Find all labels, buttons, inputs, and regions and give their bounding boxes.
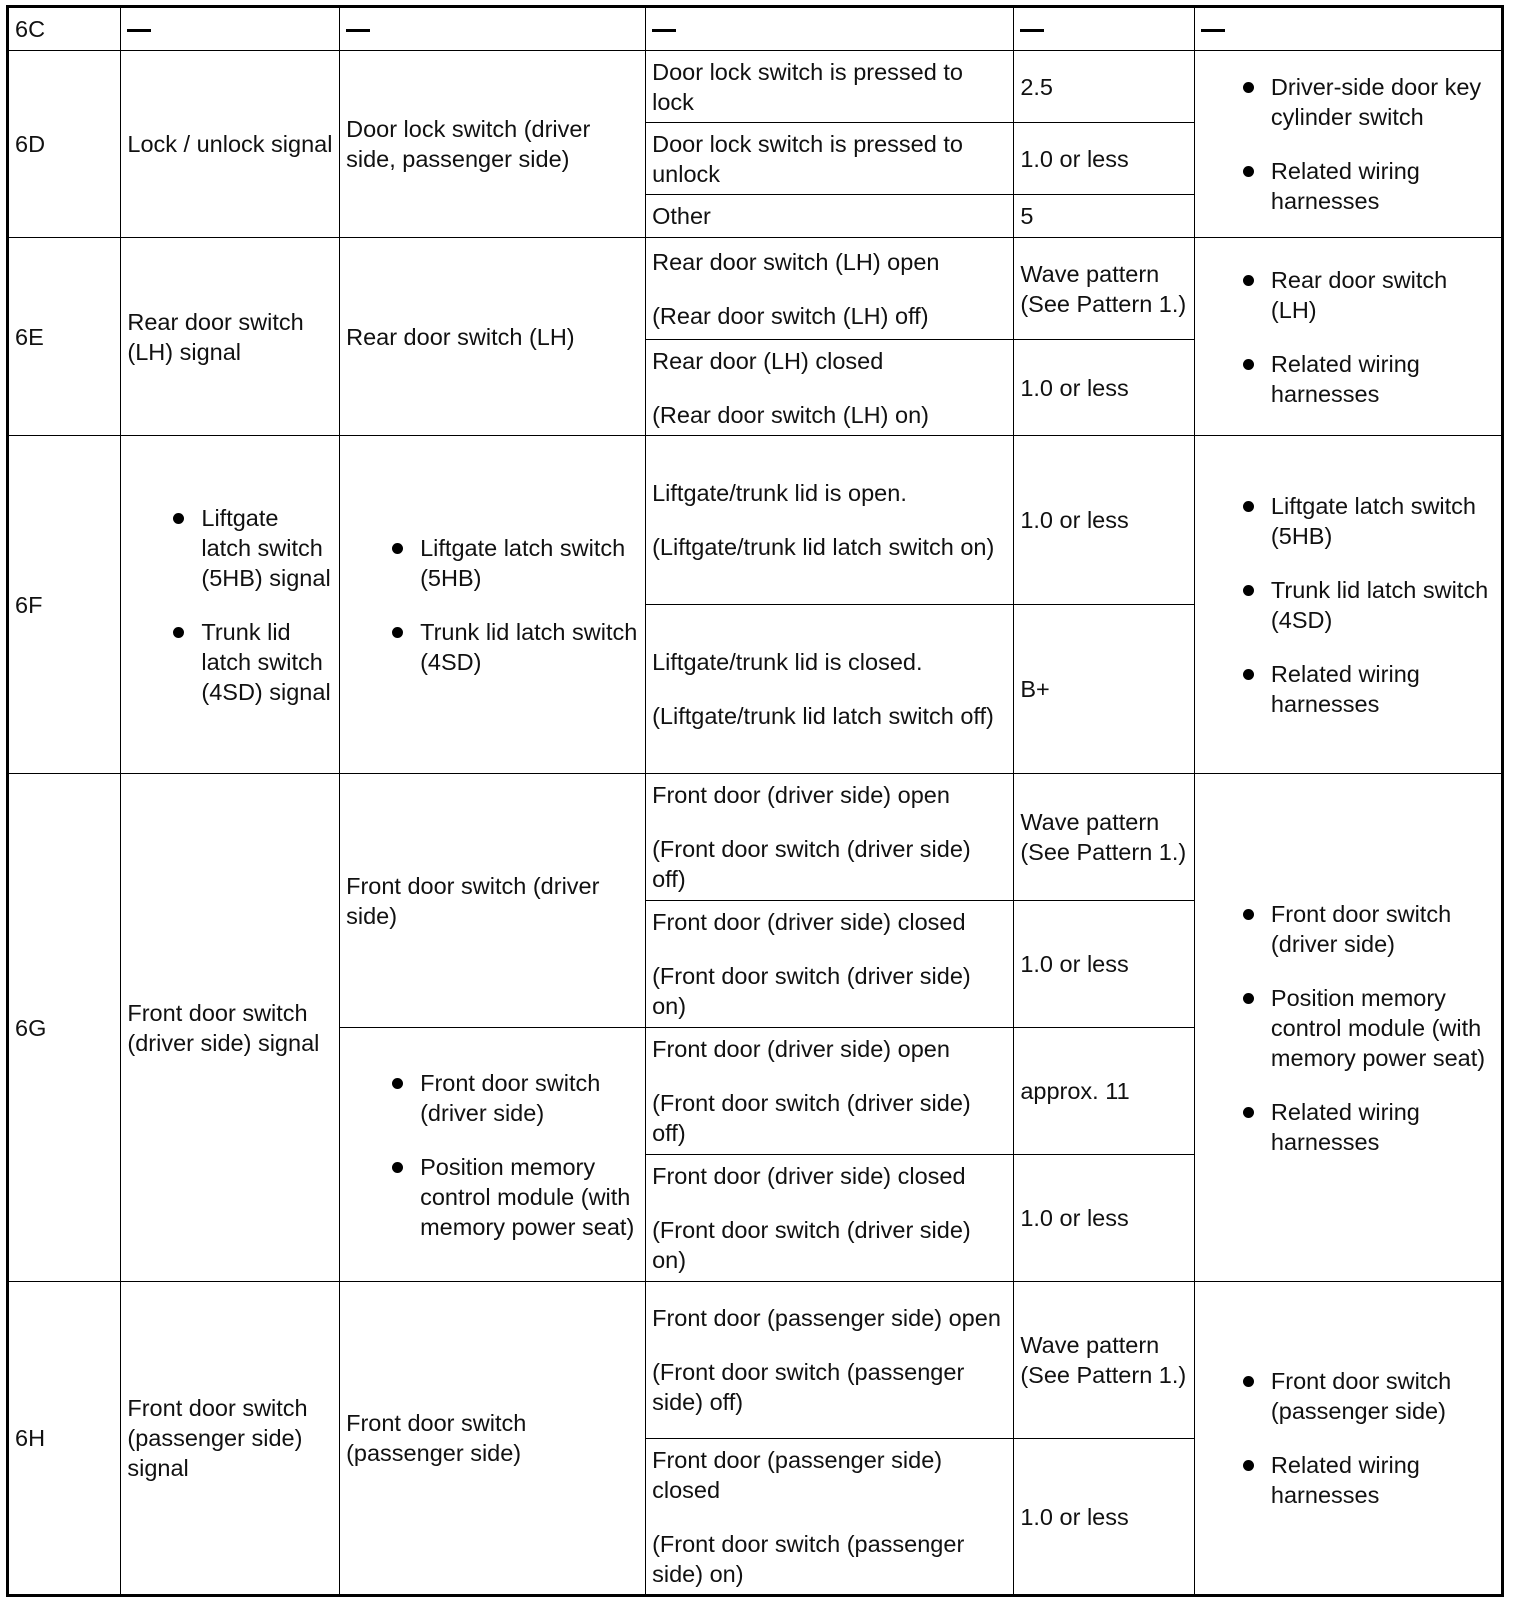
signal-cell: Front door switch (passenger side) signal: [121, 1282, 340, 1596]
signal-cell: [121, 436, 340, 774]
signal-list: [167, 503, 333, 707]
terminal-cell: 6H: [8, 1282, 121, 1596]
cause-list: [1237, 1366, 1495, 1510]
condition-cell: [646, 436, 1014, 605]
terminal-cell: 6F: [8, 436, 121, 774]
terminal-inspection-table: [6, 5, 1504, 1597]
terminal-cell: 6G: [8, 774, 121, 1282]
value-cell: 1.0 or less: [1014, 436, 1195, 605]
condition-text: Front door (driver side) open: [652, 782, 950, 808]
condition-text: Liftgate/trunk lid is open.: [652, 480, 907, 506]
empty-dash-cell: [1014, 7, 1195, 51]
condition-cell: Door lock switch is pressed to unlock: [646, 123, 1014, 195]
condition-note: (Liftgate/trunk lid latch switch off): [652, 703, 994, 729]
list-item: Rear door switch (LH): [1237, 265, 1495, 325]
condition-cell: [646, 1439, 1014, 1596]
list-item: Front door switch (driver side): [386, 1068, 639, 1128]
condition-cell: [646, 1155, 1014, 1282]
dash-icon: [1201, 29, 1225, 32]
condition-cell: [646, 340, 1014, 436]
possible-cause-cell: [1194, 238, 1502, 436]
row-6g: [8, 774, 1503, 901]
value-cell: Wave pattern (See Pattern 1.): [1014, 1282, 1195, 1439]
list-item: Trunk lid latch switch (4SD): [386, 617, 639, 677]
empty-dash-cell: [646, 7, 1014, 51]
condition-cell: [646, 1282, 1014, 1439]
cause-list: [1237, 265, 1495, 409]
condition-note: (Liftgate/trunk lid latch switch on): [652, 534, 995, 560]
value-cell: 1.0 or less: [1014, 123, 1195, 195]
dash-icon: [1020, 29, 1044, 32]
value-cell: 1.0 or less: [1014, 340, 1195, 436]
list-item: Trunk lid latch switch (4SD) signal: [167, 617, 333, 707]
value-cell: 2.5: [1014, 51, 1195, 123]
list-item: Related wiring harnesses: [1237, 1450, 1495, 1510]
list-item: Driver-side door key cylinder switch: [1237, 72, 1495, 132]
terminal-cell: 6E: [8, 238, 121, 436]
condition-cell: Door lock switch is pressed to lock: [646, 51, 1014, 123]
empty-dash-cell: [340, 7, 646, 51]
condition-note: (Front door switch (driver side) on): [652, 1217, 971, 1273]
component-cell: Rear door switch (LH): [340, 238, 646, 436]
condition-text: Liftgate/trunk lid is closed.: [652, 649, 923, 675]
row-6h: [8, 1282, 1503, 1439]
condition-note: (Front door switch (driver side) off): [652, 1090, 971, 1146]
possible-cause-cell: [1194, 774, 1502, 1282]
value-cell: 1.0 or less: [1014, 1439, 1195, 1596]
list-item: Front door switch (passenger side): [1237, 1366, 1495, 1426]
component-list: [386, 1068, 639, 1242]
row-6c: [8, 7, 1503, 51]
condition-text: Front door (passenger side) open: [652, 1305, 1001, 1331]
possible-cause-cell: [1194, 51, 1502, 238]
condition-text: Front door (driver side) closed: [652, 1163, 966, 1189]
value-cell: 5: [1014, 195, 1195, 238]
list-item: Position memory control module (with memory power seat): [1237, 983, 1495, 1073]
condition-text: Front door (driver side) closed: [652, 909, 966, 935]
component-cell: Front door switch (driver side): [340, 774, 646, 1028]
value-cell: 1.0 or less: [1014, 901, 1195, 1028]
condition-note: (Front door switch (driver side) on): [652, 963, 971, 1019]
value-cell: Wave pattern (See Pattern 1.): [1014, 238, 1195, 340]
signal-cell: Lock / unlock signal: [121, 51, 340, 238]
condition-note: (Front door switch (driver side) off): [652, 836, 971, 892]
component-list: [386, 533, 639, 677]
component-cell: Door lock switch (driver side, passenger side): [340, 51, 646, 238]
value-cell: Wave pattern (See Pattern 1.): [1014, 774, 1195, 901]
condition-text: Front door (driver side) open: [652, 1036, 950, 1062]
list-item: Position memory control module (with memory power seat): [386, 1152, 639, 1242]
condition-cell: [646, 774, 1014, 901]
possible-cause-cell: [1194, 436, 1502, 774]
condition-text: Rear door (LH) closed: [652, 347, 884, 374]
cause-list: [1237, 899, 1495, 1157]
value-cell: approx. 11: [1014, 1028, 1195, 1155]
condition-note: (Front door switch (passenger side) off): [652, 1359, 965, 1415]
terminal-cell: 6C: [8, 7, 121, 51]
condition-cell: Other: [646, 195, 1014, 238]
condition-cell: [646, 238, 1014, 340]
list-item: Liftgate latch switch (5HB): [386, 533, 639, 593]
cause-list: [1237, 72, 1495, 216]
empty-dash-cell: [1194, 7, 1502, 51]
dash-icon: [346, 29, 370, 32]
list-item: Related wiring harnesses: [1237, 349, 1495, 409]
value-cell: 1.0 or less: [1014, 1155, 1195, 1282]
dash-icon: [652, 29, 676, 32]
condition-text: Rear door switch (LH) open: [652, 248, 940, 275]
component-cell: [340, 436, 646, 774]
list-item: Trunk lid latch switch (4SD): [1237, 575, 1495, 635]
component-cell: [340, 1028, 646, 1282]
empty-dash-cell: [121, 7, 340, 51]
list-item: Front door switch (driver side): [1237, 899, 1495, 959]
condition-cell: [646, 1028, 1014, 1155]
component-cell: Front door switch (passenger side): [340, 1282, 646, 1596]
row-6f: [8, 436, 1503, 605]
possible-cause-cell: [1194, 1282, 1502, 1596]
condition-cell: [646, 605, 1014, 774]
list-item: Related wiring harnesses: [1237, 156, 1495, 216]
signal-cell: Rear door switch (LH) signal: [121, 238, 340, 436]
value-cell: B+: [1014, 605, 1195, 774]
terminal-cell: 6D: [8, 51, 121, 238]
signal-cell: Front door switch (driver side) signal: [121, 774, 340, 1282]
list-item: Related wiring harnesses: [1237, 1097, 1495, 1157]
row-6d: [8, 51, 1503, 123]
condition-note: (Rear door switch (LH) on): [652, 401, 929, 428]
list-item: Liftgate latch switch (5HB) signal: [167, 503, 333, 593]
list-item: Related wiring harnesses: [1237, 659, 1495, 719]
list-item: Liftgate latch switch (5HB): [1237, 491, 1495, 551]
condition-text: Front door (passenger side) closed: [652, 1446, 943, 1503]
condition-cell: [646, 901, 1014, 1028]
dash-icon: [127, 29, 151, 32]
cause-list: [1237, 491, 1495, 719]
condition-note: (Front door switch (passenger side) on): [652, 1530, 965, 1587]
condition-note: (Rear door switch (LH) off): [652, 302, 929, 329]
row-6e: [8, 238, 1503, 340]
